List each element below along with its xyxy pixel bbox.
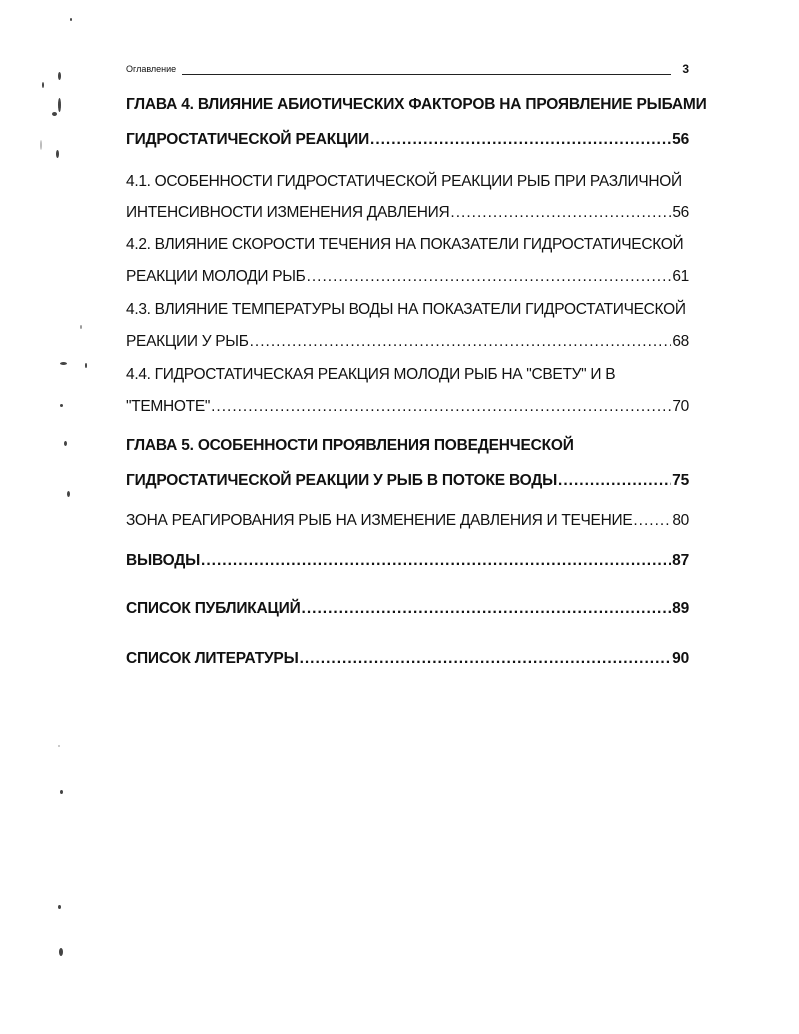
leader-dots [302,600,672,618]
leader-dots [558,472,671,490]
leader-dots [450,204,671,222]
toc-ch4-line1[interactable]: ГЛАВА 4. ВЛИЯНИЕ АБИОТИЧЕСКИХ ФАКТОРОВ НА ПРОЯВЛЕНИЕ РЫБАМИ [126,96,707,113]
leader-dots [300,650,672,668]
leader-dots [211,398,671,416]
toc-zone-page: 80 [672,512,689,529]
toc-s43-line1[interactable]: 4.3. ВЛИЯНИЕ ТЕМПЕРАТУРЫ ВОДЫ НА ПОКАЗАТЕЛИ ГИДРОСТАТИЧЕСКОЙ [126,301,686,318]
toc-s44-line1[interactable]: 4.4. ГИДРОСТАТИЧЕСКАЯ РЕАКЦИЯ МОЛОДИ РЫБ НА "СВЕТУ" И В [126,366,616,383]
toc-s42-line2[interactable]: РЕАКЦИИ МОЛОДИ РЫБ ..... 61 [126,268,689,286]
leader-dots [250,333,672,351]
header-title: Оглавление [126,64,177,74]
leader-dots [201,552,671,570]
toc-zone[interactable]: ЗОНА РЕАГИРОВАНИЯ РЫБ НА ИЗМЕНЕНИЕ ДАВЛЕНИЯ И ТЕЧЕНИЕ ..... 80 [126,512,689,530]
leader-dots [370,131,671,149]
toc-s43-page: 68 [672,333,689,350]
toc-s42-line1[interactable]: 4.2. ВЛИЯНИЕ СКОРОСТИ ТЕЧЕНИЯ НА ПОКАЗАТЕЛИ ГИДРОСТАТИЧЕСКОЙ [126,236,684,253]
header-rule [182,74,671,75]
toc-publications[interactable]: СПИСОК ПУБЛИКАЦИЙ ..... 89 [126,600,689,618]
toc-publications-page: 89 [672,600,689,617]
toc-ch5-line2[interactable]: ГИДРОСТАТИЧЕСКОЙ РЕАКЦИИ У РЫБ В ПОТОКЕ ВОДЫ ..... 75 [126,472,689,490]
header-page-number: 3 [682,62,689,76]
toc-s41-line2[interactable]: ИНТЕНСИВНОСТИ ИЗМЕНЕНИЯ ДАВЛЕНИЯ ..... 56 [126,204,689,222]
toc-ch4-page: 56 [672,131,689,148]
toc-s42-page: 61 [672,268,689,285]
toc-ch4-line2[interactable]: ГИДРОСТАТИЧЕСКОЙ РЕАКЦИИ ..... 56 [126,131,689,149]
toc-literature-page: 90 [672,650,689,667]
toc-conclusions-page: 87 [672,552,689,569]
toc-ch5-page: 75 [672,472,689,489]
toc-ch5-line1[interactable]: ГЛАВА 5. ОСОБЕННОСТИ ПРОЯВЛЕНИЯ ПОВЕДЕНЧЕСКОЙ [126,437,574,454]
toc-s43-line2[interactable]: РЕАКЦИИ У РЫБ ..... 68 [126,333,689,351]
toc-conclusions[interactable]: ВЫВОДЫ ..... 87 [126,552,689,570]
toc-literature[interactable]: СПИСОК ЛИТЕРАТУРЫ ..... 90 [126,650,689,668]
toc-s44-line2[interactable]: "ТЕМНОТЕ" ..... 70 [126,398,689,416]
toc-s41-page: 56 [672,204,689,221]
running-header [126,62,689,78]
toc-s41-line1[interactable]: 4.1. ОСОБЕННОСТИ ГИДРОСТАТИЧЕСКОЙ РЕАКЦИИ РЫБ ПРИ РАЗЛИЧНОЙ [126,173,682,190]
leader-dots [633,512,671,530]
leader-dots [307,268,672,286]
toc-s44-page: 70 [672,398,689,415]
